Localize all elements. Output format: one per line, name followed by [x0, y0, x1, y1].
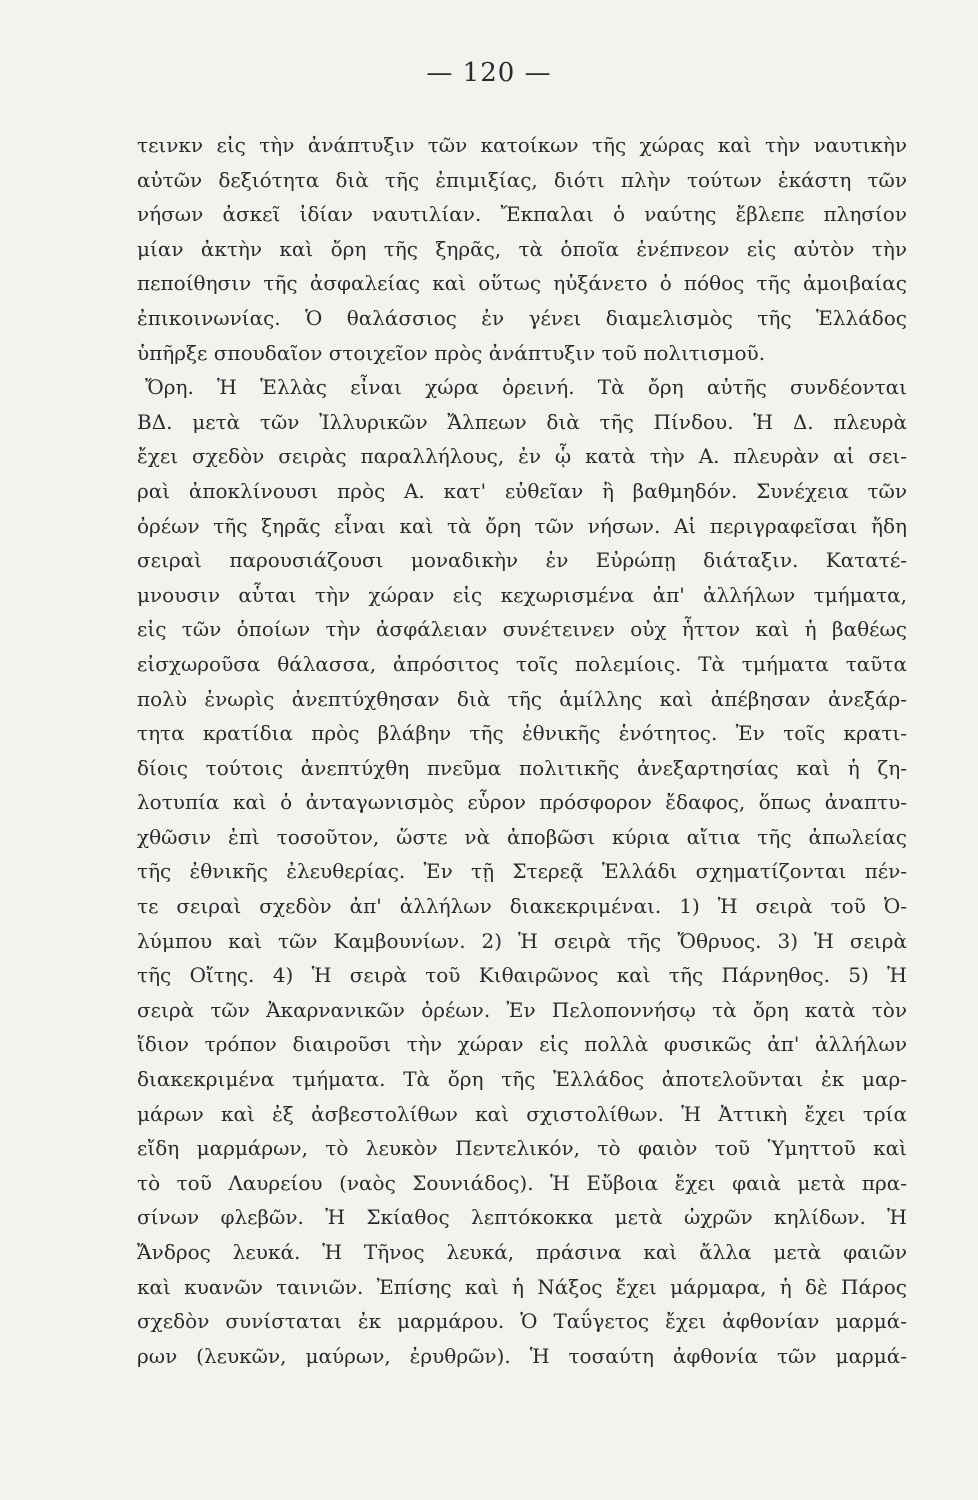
text-line: χθῶσιν ἐπὶ τοσοῦτον, ὥστε νὰ ἀποβῶσι κύρια αἴτια τῆς ἀπωλείας — [137, 824, 907, 849]
text-line: Ἄνδρος λευκά. Ἡ Τῆνος λευκά, πράσινα καὶ ἄλλα μετὰ φαιῶν — [137, 1240, 907, 1264]
text-line: λοτυπία καὶ ὁ ἀνταγωνισμὸς εὗρον πρόσφορον ἔδαφος, ὅπως ἀναπτυ- — [137, 790, 907, 815]
body-text — [137, 128, 907, 1373]
text-line: ὀρέων τῆς ξηρᾶς εἶναι καὶ τὰ ὄρη τῶν νήσων. Αἱ περιγραφεῖσαι ἤδη — [137, 513, 907, 538]
text-line: τῆς Οἴτης. 4) Ἡ σειρὰ τοῦ Κιθαιρῶνος καὶ τῆς Πάρνηθος. 5) Ἡ — [137, 963, 907, 988]
text-line: σειρὰ τῶν Ἀκαρνανικῶν ὀρέων. Ἐν Πελοποννήσῳ τὰ ὄρη κατὰ τὸν — [137, 997, 907, 1022]
text-line: διακεκριμένα τμήματα. Τὰ ὄρη τῆς Ἑλλάδος ἀποτελοῦνται ἐκ μαρ- — [137, 1067, 907, 1092]
text-line: δίοις τούτοις ἀνεπτύχθη πνεῦμα πολιτικῆς ἀνεξαρτησίας καὶ ἡ ζη- — [137, 755, 907, 780]
text-line: τεινκν εἰς τὴν ἀνάπτυξιν τῶν κατοίκων τῆς χώρας καὶ τὴν ναυτικὴν — [137, 133, 907, 157]
text-line: εἰσχωροῦσα θάλασσα, ἀπρόσιτος τοῖς πολεμίοις. Τὰ τμήματα ταῦτα — [137, 651, 907, 676]
text-line: εἰς τῶν ὁποίων τὴν ἀσφάλειαν συνέτεινεν οὐχ ἧττον καὶ ἡ βαθέως — [137, 617, 907, 642]
text-line: εἴδη μαρμάρων, τὸ λευκὸν Πεντελικόν, τὸ φαιὸν τοῦ Ὑμηττοῦ καὶ — [137, 1136, 907, 1161]
text-line: μάρων καὶ ἐξ ἀσβεστολίθων καὶ σχιστολίθων. Ἡ Ἀττικὴ ἔχει τρία — [137, 1101, 907, 1126]
text-line: ἐπικοινωνίας. Ὁ θαλάσσιος ἐν γένει διαμελισμὸς τῆς Ἑλλάδος — [137, 305, 907, 330]
text-line: ἔχει σχεδὸν σειρὰς παραλλήλους, ἐν ᾧ κατὰ τὴν Α. πλευρὰν αἱ σει- — [137, 444, 907, 469]
text-line: ραὶ ἀποκλίνουσι πρὸς Α. κατ' εὐθεῖαν ἢ βαθμηδόν. Συνέχεια τῶν — [137, 478, 907, 503]
text-line: μίαν ἀκτὴν καὶ ὄρη τῆς ξηρᾶς, τὰ ὁποῖα ἐνέπνεον εἰς αὐτὸν τὴν — [137, 236, 907, 261]
text-line: αὐτῶν δεξιότητα διὰ τῆς ἐπιμιξίας, διότι πλὴν τούτων ἑκάστη τῶν — [137, 167, 907, 192]
text-line: πολὺ ἐνωρὶς ἀνεπτύχθησαν διὰ τῆς ἁμίλλης καὶ ἀπέβησαν ἀνεξάρ- — [137, 686, 907, 711]
text-line: νήσων ἀσκεῖ ἰδίαν ναυτιλίαν. Ἔκπαλαι ὁ ναύτης ἔβλεπε πλησίον — [137, 202, 907, 227]
text-line: πεποίθησιν τῆς ἀσφαλείας καὶ οὕτως ηὐξάνετο ὁ πόθος τῆς ἀμοιβαίας — [137, 271, 907, 296]
text-line: σειραὶ παρουσιάζουσι μοναδικὴν ἐν Εὐρώπῃ διάταξιν. Κατατέ- — [137, 548, 907, 573]
text-line: καὶ κυανῶν ταινιῶν. Ἐπίσης καὶ ἡ Νάξος ἔχει μάρμαρα, ἡ δὲ Πάρος — [137, 1274, 907, 1299]
text-line: λύμπου καὶ τῶν Καμβουνίων. 2) Ἡ σειρὰ τῆς Ὄθρυος. 3) Ἡ σειρὰ — [137, 928, 907, 953]
text-line: ρων (λευκῶν, μαύρων, ἐρυθρῶν). Ἡ τοσαύτη ἀφθονία τῶν μαρμά- — [137, 1343, 907, 1368]
text-line: ΒΔ. μετὰ τῶν Ἰλλυρικῶν Ἄλπεων διὰ τῆς Πίνδου. Ἡ Δ. πλευρὰ — [137, 409, 907, 434]
text-line: ἴδιον τρόπον διαιροῦσι τὴν χώραν εἰς πολλὰ φυσικῶς ἀπ' ἀλλήλων — [137, 1032, 907, 1057]
text-line: σχεδὸν συνίσταται ἐκ μαρμάρου. Ὁ Ταΰγετος ἔχει ἀφθονίαν μαρμά- — [137, 1309, 907, 1334]
text-line: τὸ τοῦ Λαυρείου (ναὸς Σουνιάδος). Ἡ Εὔβοια ἔχει φαιὰ μετὰ πρα- — [137, 1170, 907, 1195]
section-heading-line: Ὄρη. Ἡ Ἑλλὰς εἶναι χώρα ὀρεινή. Τὰ ὄρη αὐτῆς συνδέονται — [145, 375, 907, 400]
text-line: τε σειραὶ σχεδὸν ἀπ' ἀλλήλων διακεκριμέναι. 1) Ἡ σειρὰ τοῦ Ὀ- — [137, 894, 907, 919]
text-line: ὑπῆρξε σπουδαῖον στοιχεῖον πρὸς ἀνάπτυξιν τοῦ πολιτισμοῦ. — [137, 340, 766, 365]
text-line: σίνων φλεβῶν. Ἡ Σκίαθος λεπτόκοκκα μετὰ ὠχρῶν κηλίδων. Ἡ — [137, 1205, 907, 1230]
text-line: τῆς ἐθνικῆς ἐλευθερίας. Ἐν τῇ Στερεᾷ Ἑλλάδι σχηματίζονται πέν- — [137, 859, 907, 884]
text-line: τητα κρατίδια πρὸς βλάβην τῆς ἐθνικῆς ἑνότητος. Ἐν τοῖς κρατι- — [137, 721, 907, 746]
page-number: — 120 — — [426, 58, 552, 88]
text-line: μνουσιν αὗται τὴν χώραν εἰς κεχωρισμένα ἀπ' ἀλλήλων τμήματα, — [137, 582, 907, 607]
